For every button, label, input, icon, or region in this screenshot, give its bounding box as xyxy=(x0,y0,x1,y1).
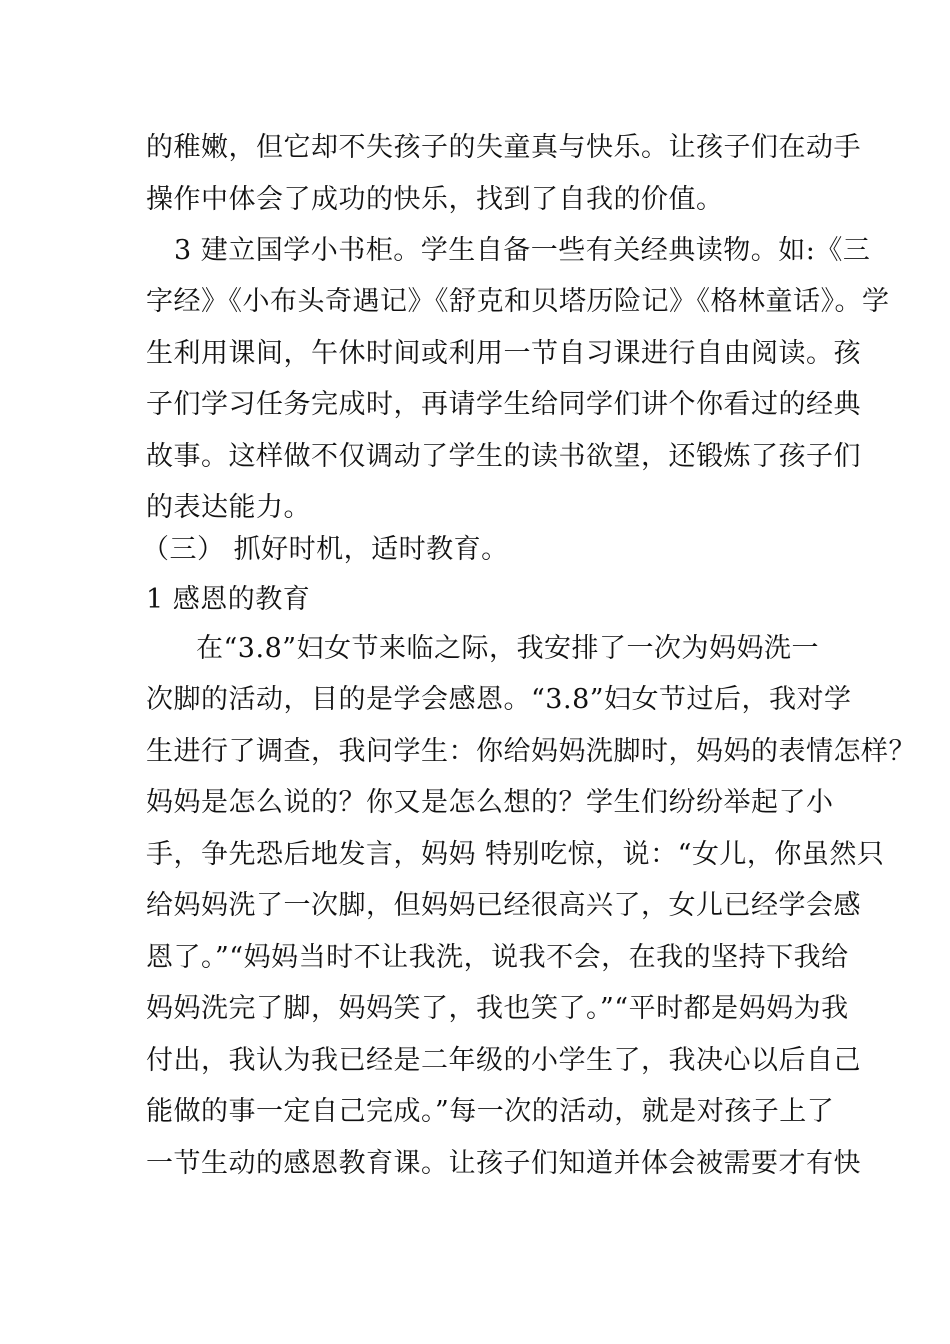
paragraph-line: 3 建立国学小书柜。学生自备一些有关经典读物。如:《三 xyxy=(174,235,871,266)
paragraph-line: 手，争先恐后地发言，妈妈 特别吃惊，说：“女儿，你虽然只 xyxy=(146,839,885,870)
paragraph-line: 一节生动的感恩教育课。让孩子们知道并体会被需要才有快 xyxy=(146,1148,861,1179)
paragraph-line: 生利用课间，午休时间或利用一节自习课进行自由阅读。孩 xyxy=(146,338,861,369)
paragraph-line: 恩了。”“妈妈当时不让我洗，说我不会，在我的坚持下我给 xyxy=(146,942,849,973)
paragraph-line: 字经》《小布头奇遇记》《舒克和贝塔历险记》《格林童话》。学 xyxy=(146,286,890,317)
paragraph-line: 妈妈洗完了脚，妈妈笑了，我也笑了。”“平时都是妈妈为我 xyxy=(146,993,849,1024)
paragraph-line: 的表达能力。 xyxy=(146,492,311,523)
paragraph-line: 能做的事一定自己完成。”每一次的活动，就是对孩子上了 xyxy=(146,1096,835,1127)
subsection-heading: 1 感恩的教育 xyxy=(146,584,311,615)
paragraph-line: 在“3.8”妇女节来临之际，我安排了一次为妈妈洗一 xyxy=(196,633,820,664)
paragraph-line: 付出，我认为我已经是二年级的小学生了，我决心以后自己 xyxy=(146,1045,861,1076)
paragraph-line: 的稚嫩，但它却不失孩子的失童真与快乐。让孩子们在动手 xyxy=(146,132,861,163)
paragraph-line: 妈妈是怎么说的？你又是怎么想的？学生们纷纷举起了小 xyxy=(146,787,834,818)
paragraph-line: 子们学习任务完成时，再请学生给同学们讲个你看过的经典 xyxy=(146,389,861,420)
section-heading: （三） 抓好时机，适时教育。 xyxy=(142,534,509,565)
paragraph-line: 给妈妈洗了一次脚，但妈妈已经很高兴了，女儿已经学会感 xyxy=(146,890,861,921)
paragraph-line: 次脚的活动，目的是学会感恩。“3.8”妇女节过后，我对学 xyxy=(146,684,852,715)
paragraph-line: 操作中体会了成功的快乐，找到了自我的价值。 xyxy=(146,184,724,215)
paragraph-line: 故事。这样做不仅调动了学生的读书欲望，还锻炼了孩子们 xyxy=(146,441,861,472)
paragraph-line: 生进行了调查，我问学生：你给妈妈洗脚时，妈妈的表情怎样？ xyxy=(146,736,916,767)
